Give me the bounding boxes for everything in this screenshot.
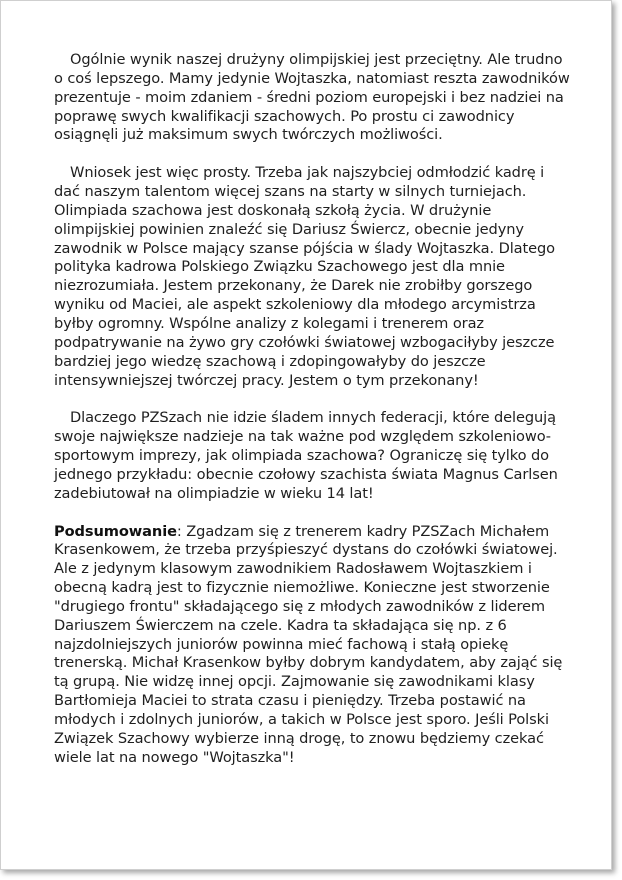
- document-body: [54, 51, 574, 787]
- summary-text: : Zgadzam się z trenerem kadry PZSZach Michałem Krasenkowem, że trzeba przyśpieszyć dystans do czołówki światowej. Ale z jedynym klasowym zawodnikiem Radosławem Wojtaszkiem i obecną kadrą jest to fizycznie niemożliwe. Konieczne jest stworzenie "drugiego frontu" składającego się z młodych zawodników z liderem Dariuszem Świerczem na czele. Kadra ta składająca się np. z 6 najzdolniejszych juniorów powinna mieć fachową i stałą opiekę trenerską. Michał Krasenkow byłby dobrym kandydatem, aby zająć się tą grupą. Nie widzę innej opcji. Zajmowanie się zawodnikami klasy Bartłomieja Maciei to strata czasu i pieniędzy. Trzeba postawić na młodych i zdolnych juniorów, a takich w Polsce jest sporo. Jeśli Polski Związek Szachowy wybierze inną drogę, to znowu będziemy czekać wiele lat na nowego "Wojtaszka"!: [54, 522, 563, 766]
- summary-paragraph: [54, 523, 574, 768]
- summary-label: Podsumowanie: [54, 522, 177, 540]
- paragraph-3: Dlaczego PZSzach nie idzie śladem innych federacji, które delegują swoje największe nadzieje na tak ważne pod względem szkoleniowo-sportowym imprezy, jak olimpiada szachowa? Ograniczę się tylko do jednego przykładu: obecnie czołowy szachista świata Magnus Carlsen zadebiutował na olimpiadzie w wieku 14 lat!: [54, 409, 558, 502]
- paragraph-2: Wniosek jest więc prosty. Trzeba jak najszybciej odmłodzić kadrę i dać naszym talentom więcej szans na starty w silnych turniejach. Olimpiada szachowa jest doskonałą szkołą życia. W drużynie olimpijskiej powinien znaleźć się Dariusz Świercz, obecnie jedyny zawodnik w Polsce mający szanse pójścia w ślady Wojtaszka. Dlatego polityka kadrowa Polskiego Związku Szachowego jest dla mnie niezrozumiała. Jestem przekonany, że Darek nie zrobiłby gorszego wyniku od Maciei, ale aspekt szkoleniowy dla młodego arcymistrza byłby ogromny. Wspólne analizy z kolegami i trenerem oraz podpatrywanie na żywo gry czołówki światowej wzbogaciłyby jeszcze bardziej jego wiedzę szachową i zdopingowałyby do jeszcze intensywniejszej twórczej pracy. Jestem o tym przekonany!: [54, 164, 555, 389]
- paragraph-1: Ogólnie wynik naszej drużyny olimpijskiej jest przeciętny. Ale trudno o coś lepszego. Mamy jedynie Wojtaszka, natomiast reszta zawodników prezentuje - moim zdaniem - średni poziom europejski i bez nadziei na poprawę swych kwalifikacji szachowych. Po prostu ci zawodnicy osiągnęli już maksimum swych twórczych możliwości.: [54, 51, 570, 144]
